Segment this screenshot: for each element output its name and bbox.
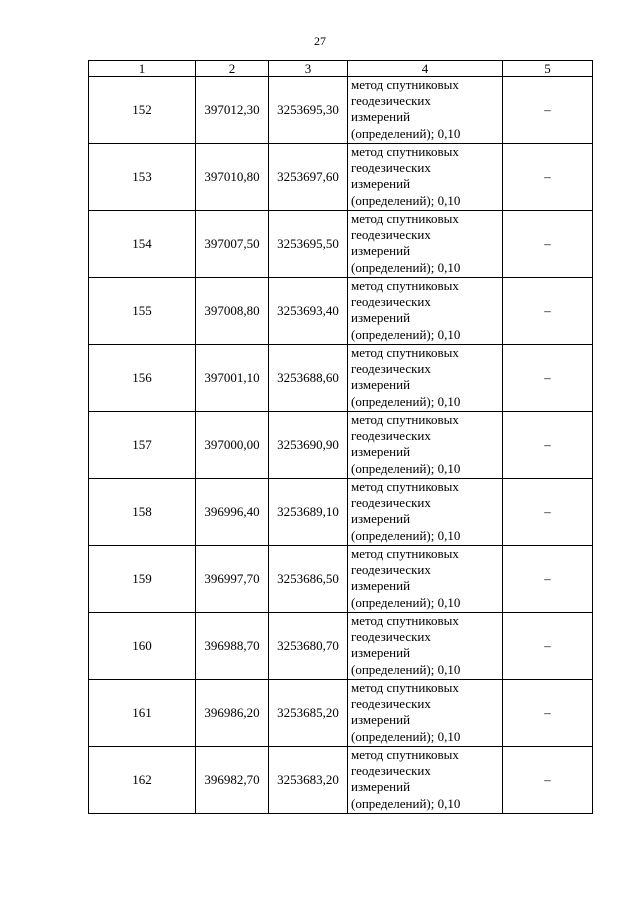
method-line: геодезических <box>351 696 431 712</box>
method-line: геодезических <box>351 763 431 779</box>
point-number-cell: 157 <box>89 412 196 479</box>
method-line: метод спутниковых <box>351 680 459 695</box>
column-header-3: 3 <box>269 61 348 77</box>
method-line: геодезических <box>351 562 431 578</box>
table-row <box>89 144 593 211</box>
method-cell <box>348 613 503 680</box>
method-line: геодезических <box>351 160 431 176</box>
coordinate-x-cell: 396988,70 <box>196 613 269 680</box>
table-row <box>89 546 593 613</box>
coordinate-y-cell: 3253680,70 <box>269 613 348 680</box>
column-header-4: 4 <box>348 61 503 77</box>
point-number-cell: 154 <box>89 211 196 278</box>
coordinate-x-cell: 397001,10 <box>196 345 269 412</box>
method-cell <box>348 747 503 814</box>
method-line: измерений <box>351 377 411 393</box>
method-line: метод спутниковых <box>351 613 459 628</box>
point-number-cell: 152 <box>89 77 196 144</box>
method-line: метод спутниковых <box>351 546 459 561</box>
coordinate-y-cell: 3253686,50 <box>269 546 348 613</box>
method-line: измерений <box>351 511 411 527</box>
point-number-cell: 153 <box>89 144 196 211</box>
method-line: (определений); 0,10 <box>351 795 461 811</box>
note-cell: – <box>503 412 593 479</box>
table-header-row <box>89 61 593 77</box>
point-number-cell: 161 <box>89 680 196 747</box>
method-cell <box>348 77 503 144</box>
coordinate-x-cell: 397008,80 <box>196 278 269 345</box>
note-cell: – <box>503 144 593 211</box>
method-line: метод спутниковых <box>351 144 459 159</box>
method-line: метод спутниковых <box>351 77 459 92</box>
coordinate-x-cell: 396997,70 <box>196 546 269 613</box>
point-number-cell: 160 <box>89 613 196 680</box>
method-line: измерений <box>351 243 411 259</box>
coordinate-x-cell: 397000,00 <box>196 412 269 479</box>
coordinate-x-cell: 397012,30 <box>196 77 269 144</box>
coordinate-y-cell: 3253697,60 <box>269 144 348 211</box>
coordinate-y-cell: 3253689,10 <box>269 479 348 546</box>
coordinate-y-cell: 3253693,40 <box>269 278 348 345</box>
method-line: измерений <box>351 109 411 125</box>
method-line: метод спутниковых <box>351 278 459 293</box>
note-cell: – <box>503 680 593 747</box>
method-line: (определений); 0,10 <box>351 125 461 141</box>
method-cell <box>348 546 503 613</box>
method-line: (определений); 0,10 <box>351 594 461 610</box>
table-row <box>89 278 593 345</box>
method-line: измерений <box>351 176 411 192</box>
method-line: измерений <box>351 310 411 326</box>
method-line: геодезических <box>351 93 431 109</box>
coordinate-y-cell: 3253695,30 <box>269 77 348 144</box>
table-row <box>89 345 593 412</box>
note-cell: – <box>503 747 593 814</box>
method-cell <box>348 412 503 479</box>
method-line: (определений); 0,10 <box>351 192 461 208</box>
note-cell: – <box>503 77 593 144</box>
method-line: геодезических <box>351 629 431 645</box>
coordinate-y-cell: 3253695,50 <box>269 211 348 278</box>
coordinate-y-cell: 3253683,20 <box>269 747 348 814</box>
table-row <box>89 680 593 747</box>
point-number-cell: 158 <box>89 479 196 546</box>
note-cell: – <box>503 345 593 412</box>
method-line: метод спутниковых <box>351 747 459 762</box>
coordinate-y-cell: 3253688,60 <box>269 345 348 412</box>
method-cell <box>348 144 503 211</box>
method-line: измерений <box>351 779 411 795</box>
method-line: геодезических <box>351 294 431 310</box>
table-body <box>89 77 593 814</box>
point-number-cell: 162 <box>89 747 196 814</box>
note-cell: – <box>503 613 593 680</box>
point-number-cell: 159 <box>89 546 196 613</box>
method-line: метод спутниковых <box>351 412 459 427</box>
method-cell <box>348 479 503 546</box>
coordinate-x-cell: 397010,80 <box>196 144 269 211</box>
method-line: геодезических <box>351 428 431 444</box>
table-row <box>89 211 593 278</box>
coordinate-y-cell: 3253685,20 <box>269 680 348 747</box>
coordinate-y-cell: 3253690,90 <box>269 412 348 479</box>
table-row <box>89 77 593 144</box>
method-line: измерений <box>351 578 411 594</box>
method-line: (определений); 0,10 <box>351 460 461 476</box>
table-row <box>89 412 593 479</box>
method-line: метод спутниковых <box>351 479 459 494</box>
column-header-1: 1 <box>89 61 196 77</box>
method-line: (определений); 0,10 <box>351 326 461 342</box>
method-line: (определений); 0,10 <box>351 728 461 744</box>
method-line: измерений <box>351 645 411 661</box>
point-number-cell: 156 <box>89 345 196 412</box>
table-row <box>89 479 593 546</box>
note-cell: – <box>503 546 593 613</box>
method-line: геодезических <box>351 361 431 377</box>
column-header-2: 2 <box>196 61 269 77</box>
coordinate-x-cell: 397007,50 <box>196 211 269 278</box>
method-line: (определений); 0,10 <box>351 527 461 543</box>
coordinate-x-cell: 396996,40 <box>196 479 269 546</box>
coordinates-table <box>88 60 593 814</box>
coordinate-x-cell: 396982,70 <box>196 747 269 814</box>
note-cell: – <box>503 479 593 546</box>
method-cell <box>348 680 503 747</box>
page-number: 27 <box>314 34 326 48</box>
method-line: геодезических <box>351 495 431 511</box>
method-cell <box>348 345 503 412</box>
note-cell: – <box>503 278 593 345</box>
table-row <box>89 613 593 680</box>
note-cell: – <box>503 211 593 278</box>
table-row <box>89 747 593 814</box>
method-cell <box>348 211 503 278</box>
method-line: измерений <box>351 444 411 460</box>
method-line: измерений <box>351 712 411 728</box>
method-line: метод спутниковых <box>351 345 459 360</box>
method-line: (определений); 0,10 <box>351 393 461 409</box>
method-line: (определений); 0,10 <box>351 259 461 275</box>
point-number-cell: 155 <box>89 278 196 345</box>
coordinate-x-cell: 396986,20 <box>196 680 269 747</box>
column-header-5: 5 <box>503 61 593 77</box>
method-line: метод спутниковых <box>351 211 459 226</box>
method-line: (определений); 0,10 <box>351 661 461 677</box>
method-line: геодезических <box>351 227 431 243</box>
method-cell <box>348 278 503 345</box>
